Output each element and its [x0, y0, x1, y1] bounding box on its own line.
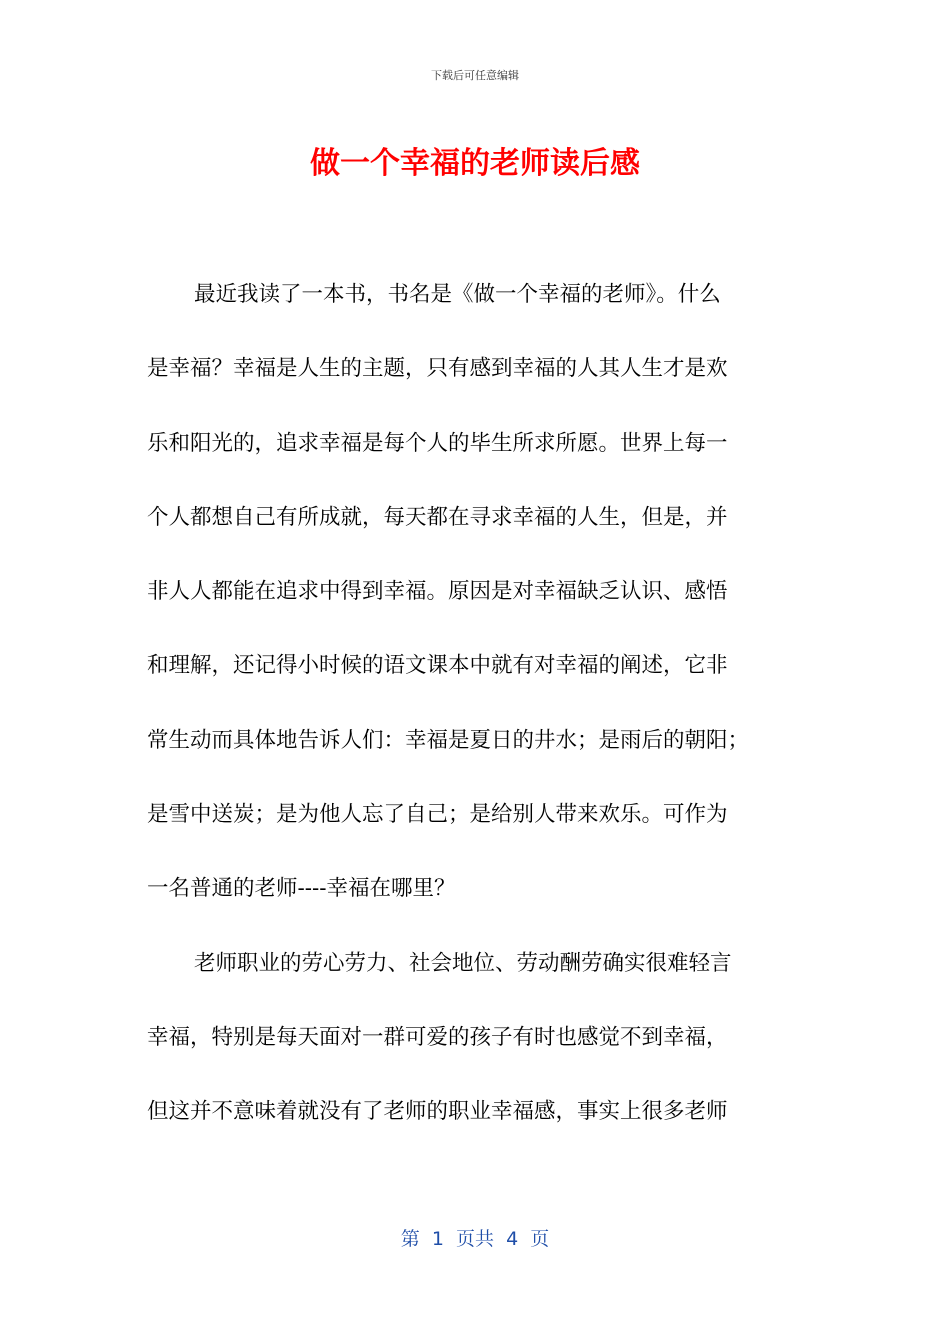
paragraph-line: 一名普通的老师----幸福在哪里？ [147, 876, 456, 902]
document-body [147, 266, 803, 1158]
paragraph-line: 但这并不意味着就没有了老师的职业幸福感，事实上很多老师 [147, 1099, 728, 1125]
paragraph-line: 乐和阳光的，追求幸福是每个人的毕生所求所愿。世界上每一 [147, 430, 728, 456]
paragraph-line: 是幸福？幸福是人生的主题，只有感到幸福的人其人生才是欢 [147, 356, 728, 382]
paragraph-line: 是雪中送炭；是为他人忘了自己；是给别人带来欢乐。可作为 [147, 802, 728, 828]
paragraph-line: 幸福，特别是每天面对一群可爱的孩子有时也感觉不到幸福， [147, 1024, 728, 1050]
page-number [0, 1226, 950, 1252]
paragraph-line: 老师职业的劳心劳力、社会地位、劳动酬劳确实很难轻言 [194, 950, 732, 976]
paragraph-line: 最近我读了一本书，书名是《做一个幸福的老师》。什么 [194, 282, 721, 307]
document-title: 做一个幸福的老师读后感 [310, 146, 640, 181]
paragraph-line: 常生动而具体地告诉人们：幸福是夏日的井水；是雨后的朝阳； [147, 727, 750, 753]
page-number-label: 第 1 页共 4 页 [400, 1228, 550, 1250]
paragraph-line: 非人人都能在追求中得到幸福。原因是对幸福缺乏认识、感悟 [147, 579, 728, 605]
paragraph-line: 个人都想自己有所成就，每天都在寻求幸福的人生，但是，并 [147, 504, 728, 530]
header-note: 下载后可任意编辑 [431, 69, 519, 82]
paragraph-line: 和理解，还记得小时候的语文课本中就有对幸福的阐述，它非 [147, 653, 728, 679]
